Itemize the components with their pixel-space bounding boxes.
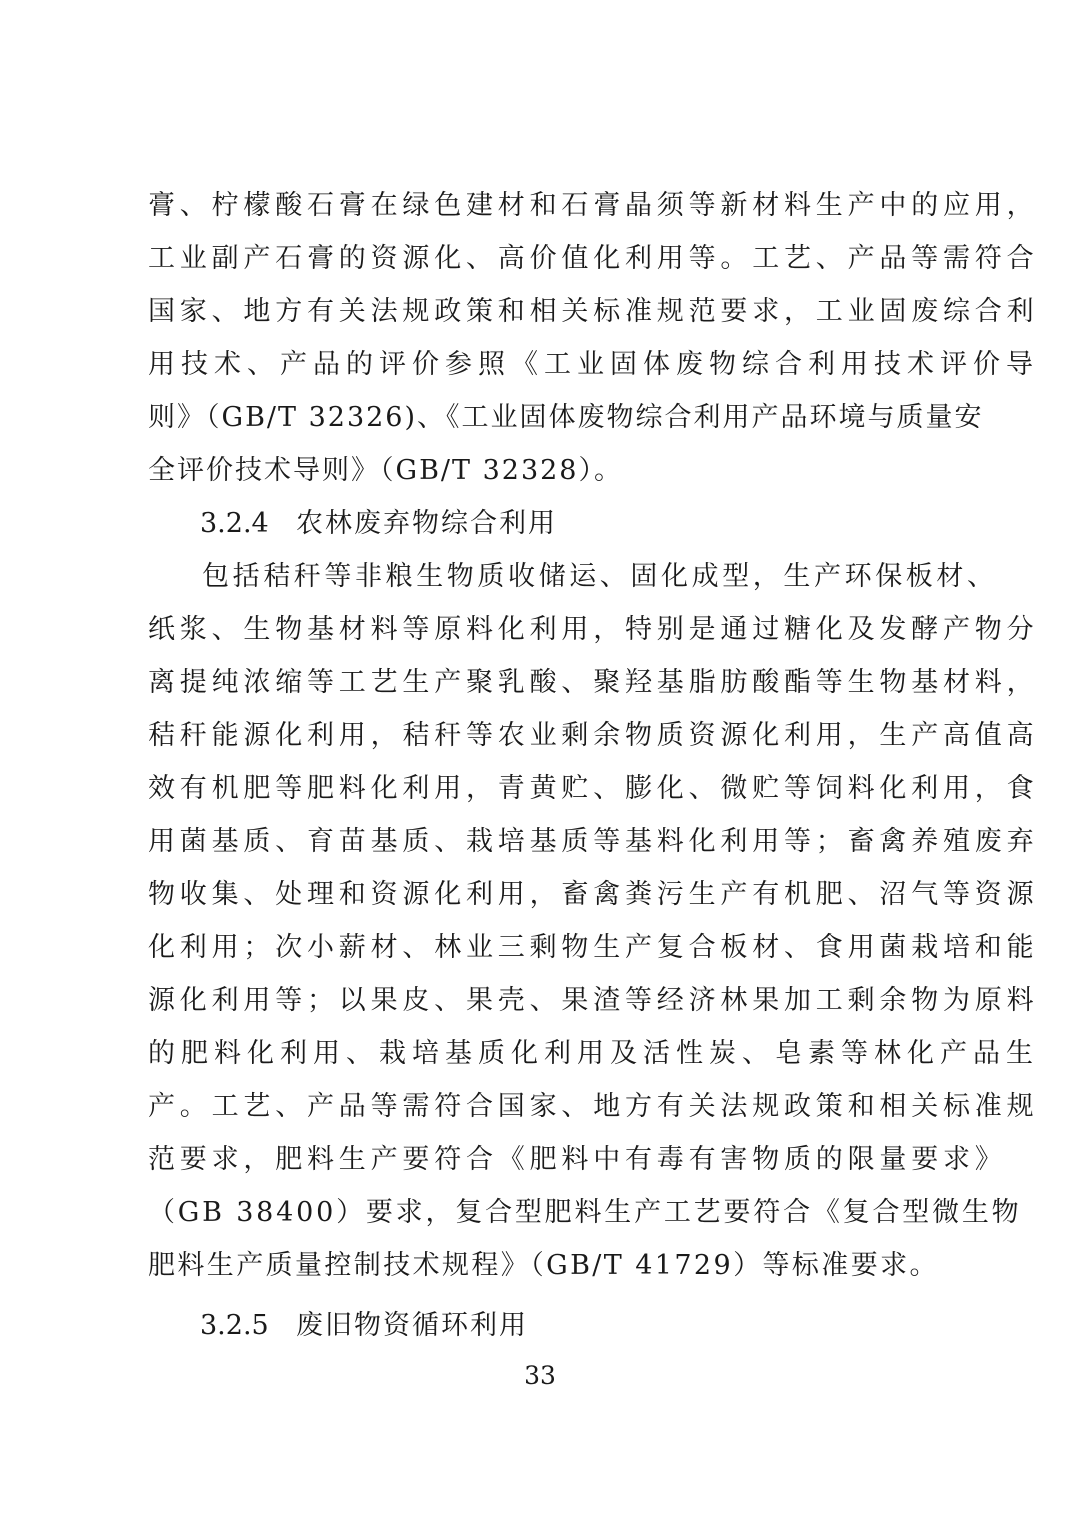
paragraph-1-line-4: 用技术、产品的评价参照《工业固体废物综合利用技术评价导: [148, 349, 1039, 380]
section-3-2-5-heading: [200, 1300, 528, 1352]
section-number: 3.2.4: [200, 508, 269, 539]
paragraph-2-line-10: 的肥料化利用、栽培基质化利用及活性炭、皂素等林化产品生: [148, 1038, 1039, 1069]
paragraph-2-line-9: 源化利用等；以果皮、果壳、果渣等经济林果加工剩余物为原料: [148, 985, 1039, 1016]
paragraph-2-line-12: 范要求，肥料生产要符合《肥料中有毒有害物质的限量要求》: [148, 1144, 1007, 1175]
paragraph-2-line-6: 用菌基质、育苗基质、栽培基质等基料化利用等；畜禽养殖废弃: [148, 826, 1039, 857]
section-3-2-4-heading: [200, 498, 557, 550]
paragraph-2-line-8: 化利用；次小薪材、林业三剩物生产复合板材、食用菌栽培和能: [148, 932, 1039, 963]
paragraph-1-line-3: 国家、地方有关法规政策和相关标准规范要求，工业固废综合利: [148, 296, 1039, 327]
paragraph-2-line-2: 纸浆、生物基材料等原料化利用，特别是通过糖化及发酵产物分: [148, 614, 1039, 645]
paragraph-1-line-6: 全评价技术导则》（GB/T 32328）。: [148, 455, 623, 486]
paragraph-1-line-2: 工业副产石膏的资源化、高价值化利用等。工艺、产品等需符合: [148, 243, 1039, 274]
paragraph-2-line-14: 肥料生产质量控制技术规程》（GB/T 41729）等标准要求。: [148, 1250, 939, 1281]
paragraph-2-line-4: 秸秆能源化利用，秸秆等农业剩余物质资源化利用，生产高值高: [148, 720, 1039, 751]
paragraph-2-line-11: 产。工艺、产品等需符合国家、地方有关法规政策和相关标准规: [148, 1091, 1039, 1122]
paragraph-2-line-5: 效有机肥等肥料化利用，青黄贮、膨化、微贮等饲料化利用，食: [148, 773, 1039, 804]
paragraph-1-line-5: 则》（GB/T 32326)、《工业固体废物综合利用产品环境与质量安: [148, 402, 984, 433]
paragraph-2-line-3: 离提纯浓缩等工艺生产聚乳酸、聚羟基脂肪酸酯等生物基材料，: [148, 667, 1039, 698]
section-title: 废旧物资循环利用: [296, 1310, 528, 1341]
section-number: 3.2.5: [200, 1310, 269, 1341]
paragraph-1-line-1: 膏、柠檬酸石膏在绿色建材和石膏晶须等新材料生产中的应用，: [148, 190, 1039, 221]
section-title: 农林废弃物综合利用: [296, 508, 557, 539]
paragraph-2-line-7: 物收集、处理和资源化利用，畜禽粪污生产有机肥、沼气等资源: [148, 879, 1039, 910]
page-number: 33: [524, 1361, 556, 1390]
paragraph-2-line-1: 包括秸秆等非粮生物质收储运、固化成型，生产环保板材、: [202, 561, 998, 592]
paragraph-2-line-13: （GB 38400）要求，复合型肥料生产工艺要符合《复合型微生物: [148, 1197, 1022, 1228]
